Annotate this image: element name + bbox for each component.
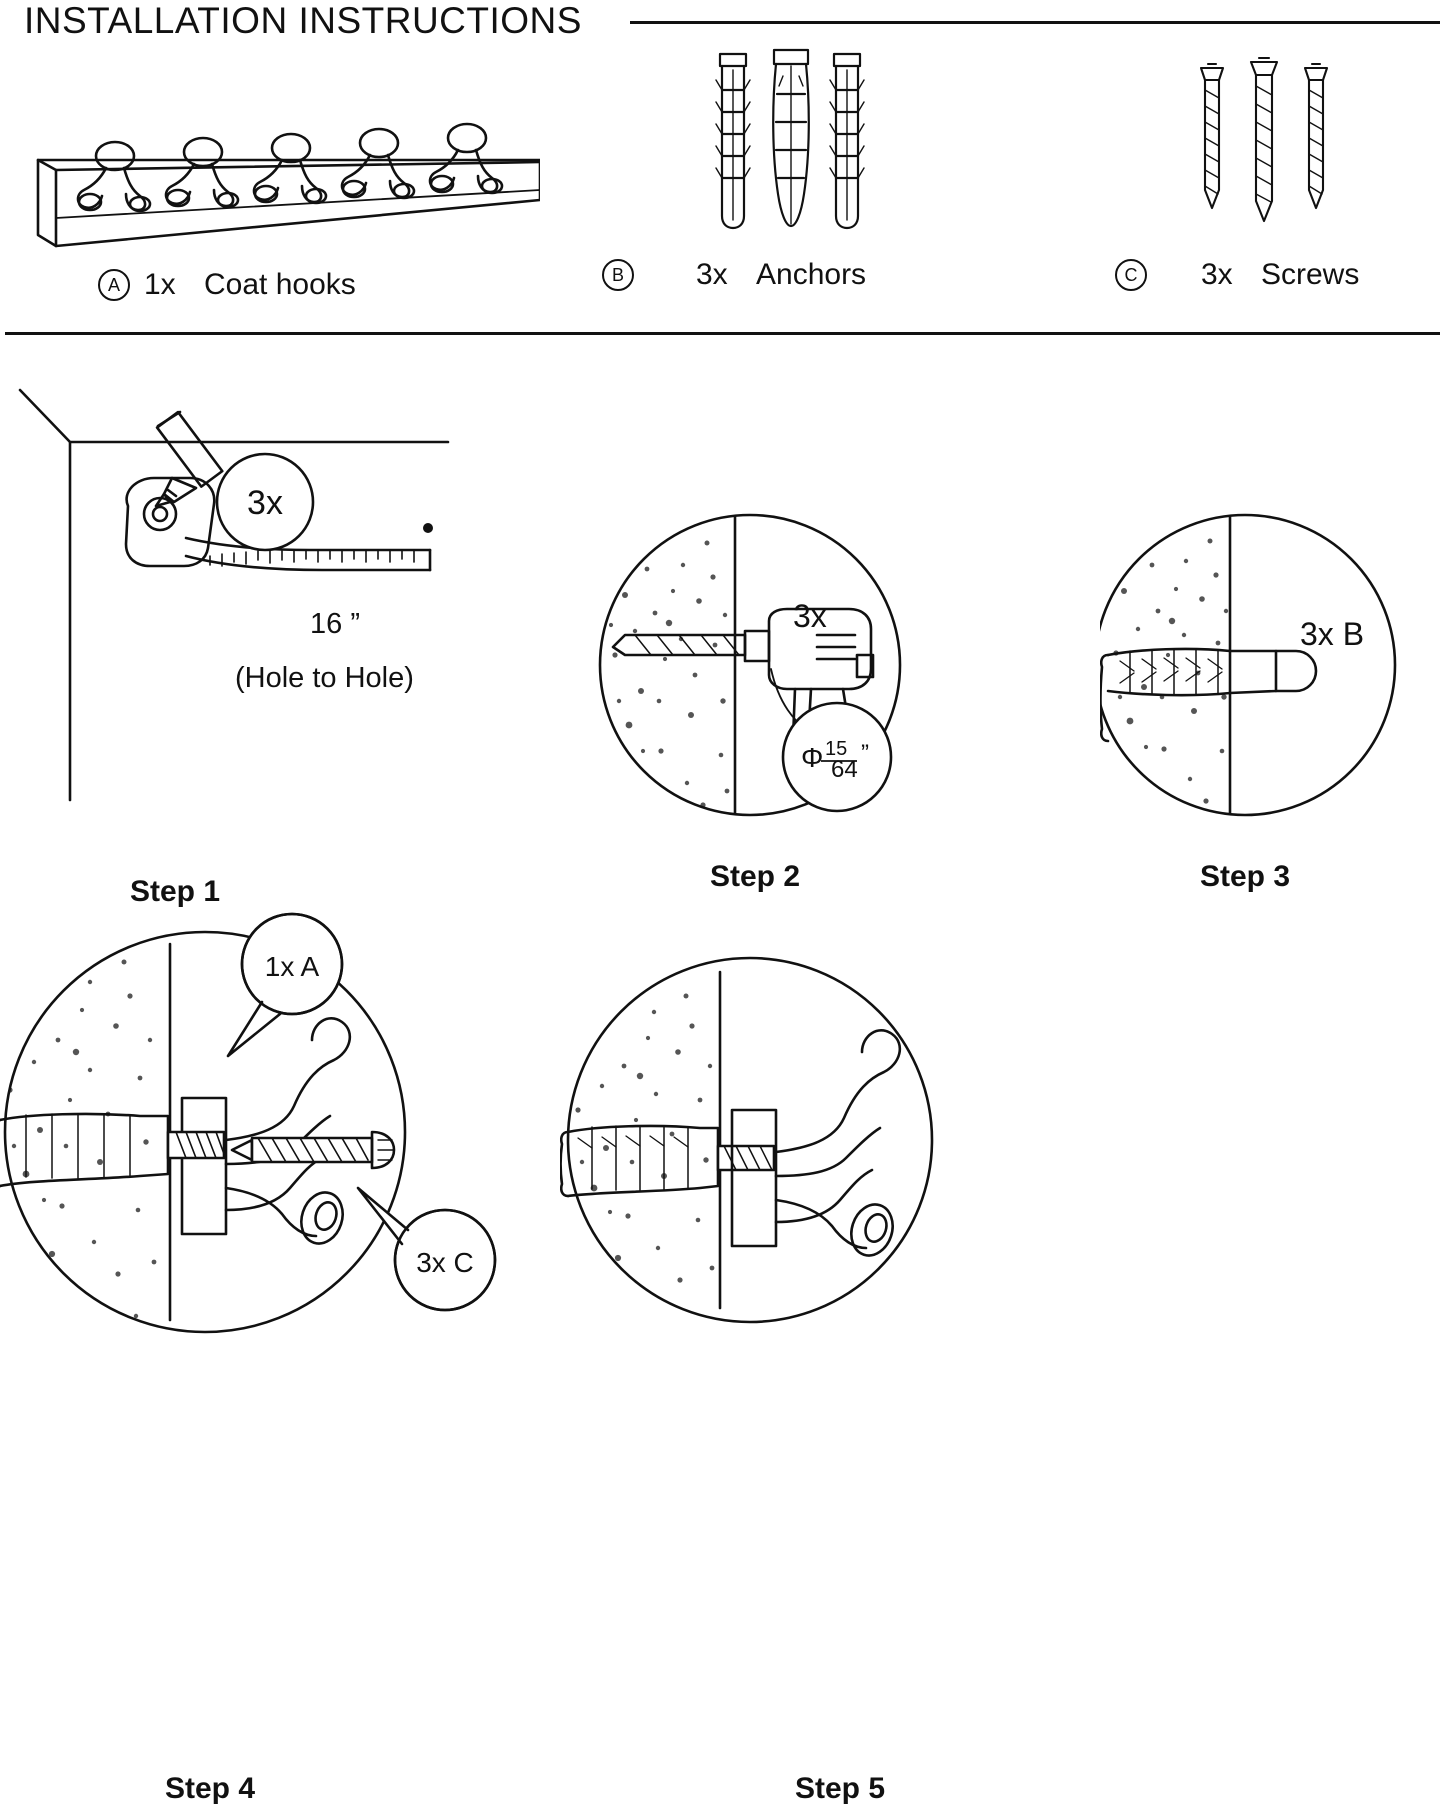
part-label-c [1115, 258, 1359, 292]
step-2-caption: Step 2 [709, 860, 801, 893]
hook-installed-icon [560, 950, 990, 1350]
svg-text:1x A: 1x A [264, 951, 320, 982]
step-3-callout: 3x B [1300, 616, 1365, 652]
part-name-b: Anchors [756, 258, 867, 291]
part-item-a [20, 50, 540, 301]
part-key-badge-c: C [1115, 259, 1147, 291]
parts-list [0, 40, 1445, 330]
svg-text:Φ: Φ [801, 742, 824, 773]
step-5-caption: Step 5 [794, 1772, 886, 1805]
page-title: INSTALLATION INSTRUCTIONS [24, 0, 582, 41]
part-label-b [602, 258, 866, 292]
part-name-a: Coat hooks [204, 268, 356, 301]
step1-measure-note: (Hole to Hole) [235, 662, 414, 694]
part-qty-b: 3x [696, 258, 728, 291]
title-rule [630, 21, 1440, 24]
svg-text:3x C: 3x C [416, 1247, 474, 1278]
coat-hook-rail-icon [20, 50, 540, 250]
tape-measure-pencil-icon [10, 370, 490, 840]
svg-text:3x: 3x [793, 598, 827, 634]
svg-text:15: 15 [825, 738, 848, 760]
screw-icon [1175, 40, 1355, 240]
step-4-caption: Step 4 [164, 1772, 256, 1805]
part-key-badge-a: A [98, 269, 130, 301]
part-item-c [1124, 40, 1360, 291]
part-qty-a: 1x [144, 268, 176, 301]
part-qty-c: 3x [1201, 258, 1233, 291]
hook-and-screw-icon [0, 910, 530, 1340]
step-1-caption: Step 1 [129, 875, 221, 908]
step-3-caption: Step 3 [1199, 860, 1291, 893]
svg-text:3x: 3x [247, 484, 283, 522]
part-key-badge-b: B [602, 259, 634, 291]
part-name-c: Screws [1261, 258, 1360, 291]
step1-measure-value: 16 ” [310, 608, 360, 640]
svg-text:64: 64 [831, 756, 858, 783]
part-item-b [611, 40, 900, 291]
svg-text:”: ” [861, 740, 869, 767]
part-label-a [98, 268, 356, 302]
section-divider [5, 332, 1440, 335]
anchor-in-wall-icon [1100, 505, 1420, 835]
drill-icon [595, 505, 915, 835]
wall-anchor-icon [680, 40, 900, 240]
